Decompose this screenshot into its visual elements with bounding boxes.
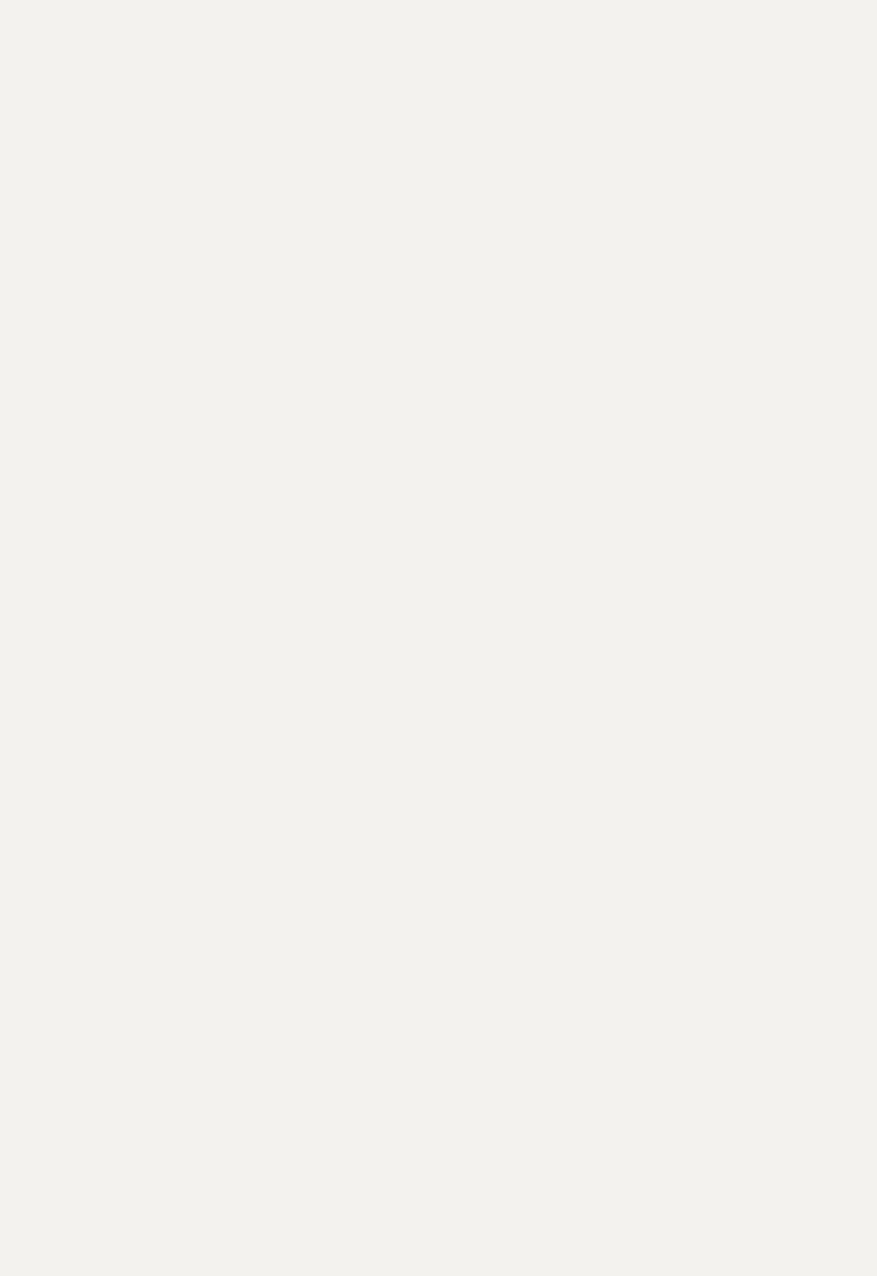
body-text [48, 44, 816, 54]
